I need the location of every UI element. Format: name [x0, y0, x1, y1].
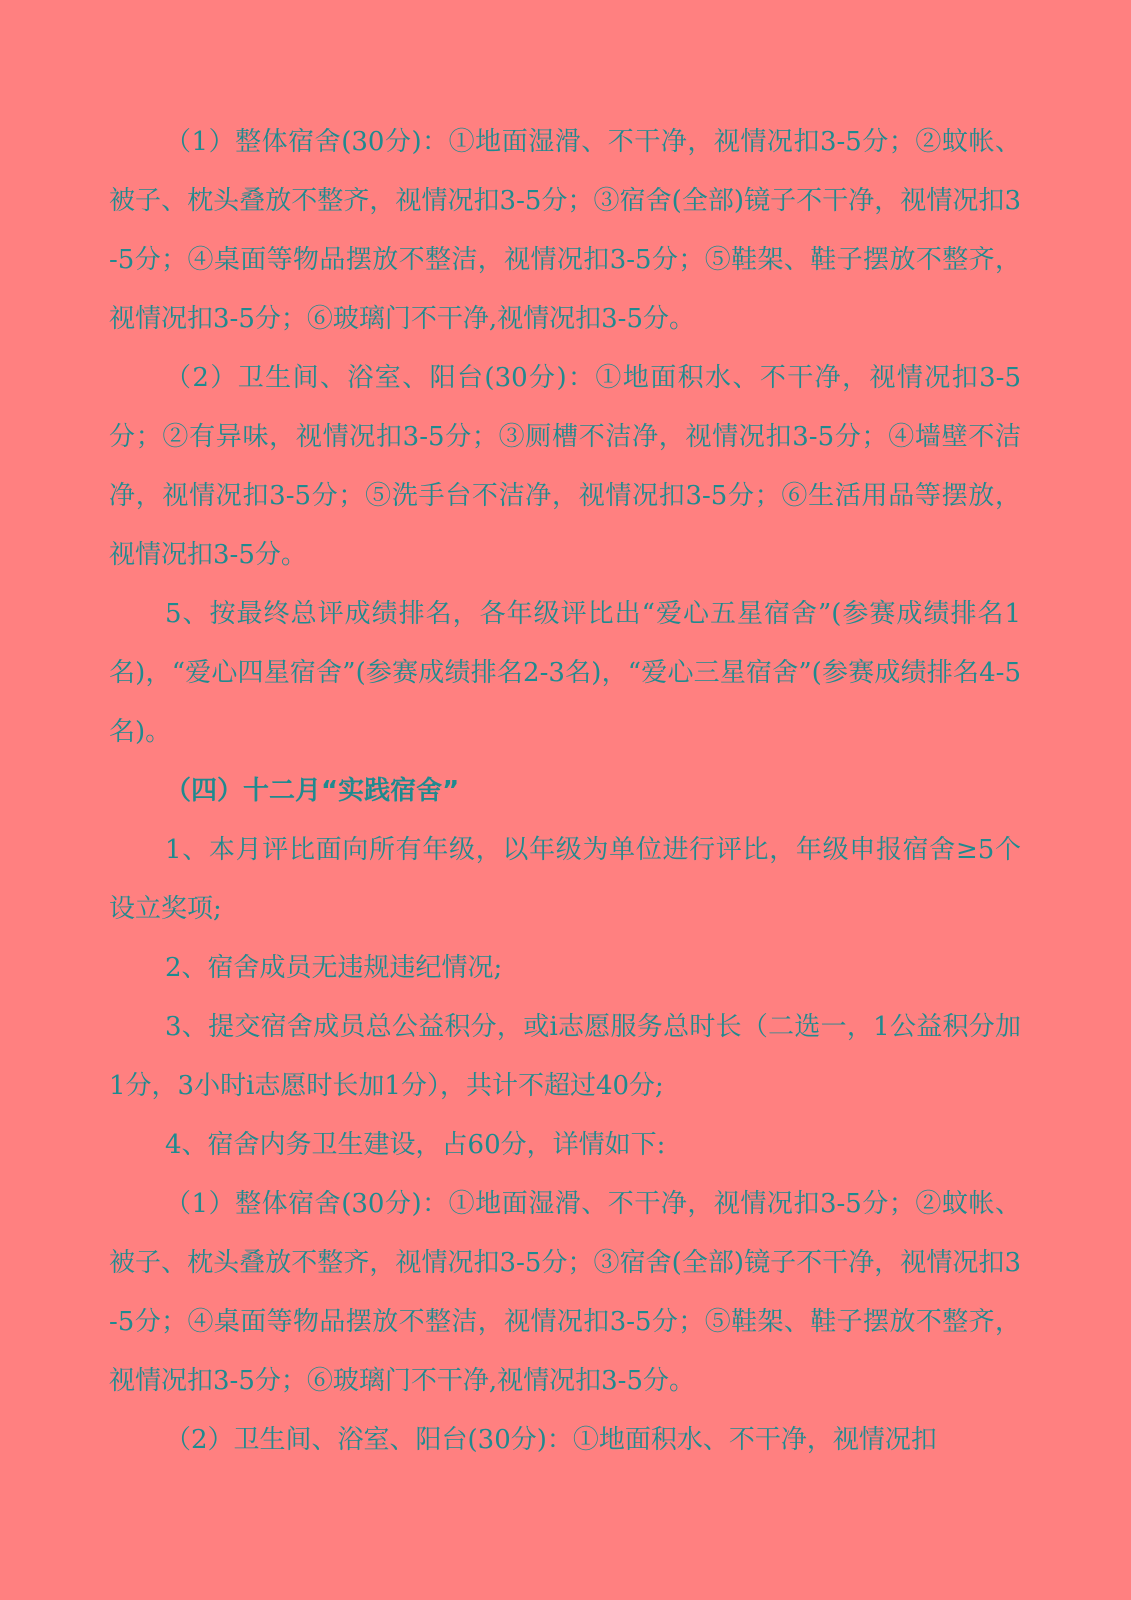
paragraph-bathroom-criteria: （2）卫生间、浴室、阳台(30分)：①地面积水、不干净，视情况扣3-5分；②有异味，视情况扣3-5分；③厕槽不洁净，视情况扣3-5分；④墙壁不洁净，视情况扣3-5分；⑤洗手台不洁净，视情况扣3-5分；⑥生活用品等摆放，视情况扣3-5分。 [109, 363, 1021, 570]
paragraph-item-2: 2、宿舍成员无违规违纪情况; [165, 953, 503, 983]
paragraph-item-1: 1、本月评比面向所有年级，以年级为单位进行评比，年级申报宿舍≥5个设立奖项; [109, 835, 1021, 924]
paragraph-bathroom-criteria-2: （2）卫生间、浴室、阳台(30分)：①地面积水、不干净，视情况扣 [165, 1425, 937, 1455]
paragraph-dorm-overall-criteria-2: （1）整体宿舍(30分)：①地面湿滑、不干净，视情况扣3-5分；②蚊帐、被子、枕头叠放不整齐，视情况扣3-5分；③宿舍(全部)镜子不干净，视情况扣3-5分；④桌面等物品摆放不整洁，视情况扣3-5分；⑤鞋架、鞋子摆放不整齐，视情况扣3-5分；⑥玻璃门不干净,视情况扣3-5分。 [109, 1189, 1021, 1396]
paragraph-dorm-overall-criteria: （1）整体宿舍(30分)：①地面湿滑、不干净，视情况扣3-5分；②蚊帐、被子、枕头叠放不整齐，视情况扣3-5分；③宿舍(全部)镜子不干净，视情况扣3-5分；④桌面等物品摆放不整洁，视情况扣3-5分；⑤鞋架、鞋子摆放不整齐，视情况扣3-5分；⑥玻璃门不干净,视情况扣3-5分。 [109, 127, 1021, 334]
paragraph-ranking-rules: 5、按最终总评成绩排名，各年级评比出“爱心五星宿舍”(参赛成绩排名1名)，“爱心四星宿舍”(参赛成绩排名2-3名)，“爱心三星宿舍”(参赛成绩排名4-5名)。 [109, 599, 1021, 747]
paragraph-item-4: 4、宿舍内务卫生建设，占60分，详情如下: [165, 1130, 666, 1160]
section-heading-december: （四）十二月“实践宿舍” [165, 776, 460, 806]
paragraph-item-3: 3、提交宿舍成员总公益积分，或i志愿服务总时长（二选一，1公益积分加1分，3小时i志愿时长加1分），共计不超过40分; [109, 1012, 1021, 1101]
